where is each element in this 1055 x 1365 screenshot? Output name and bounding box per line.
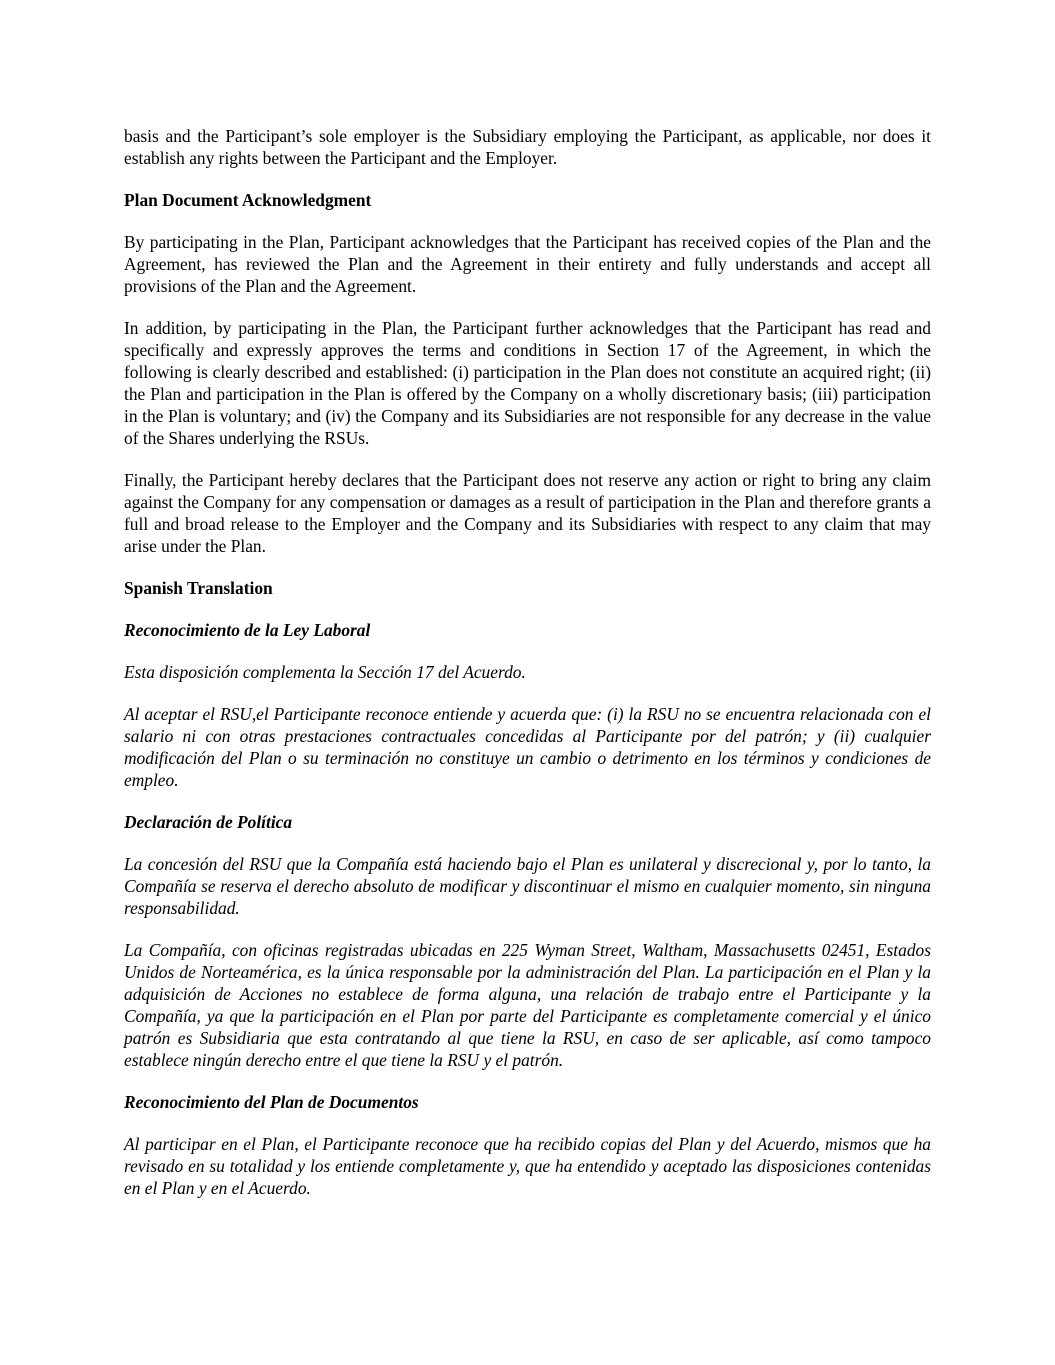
es-labor-heading: Reconocimiento de la Ley Laboral <box>124 620 371 640</box>
intro-paragraph: basis and the Participant’s sole employer is the Subsidiary employing the Participant, as applicable, nor does it establish any rights between the Participant and the Employer. <box>124 126 931 168</box>
es-labor-paragraph-2: Al aceptar el RSU,el Participante reconoce entiende y acuerda que: (i) la RSU no se encuentra relacionada con el salario ni con otras prestaciones contractuales concedidas al Participante por del patrón; y (ii) cualquier modificación del Plan o su terminación no constituye un cambio o detrimento en los términos y condiciones de empleo. <box>124 704 931 790</box>
es-plan-doc-heading: Reconocimiento del Plan de Documentos <box>124 1092 419 1112</box>
spanish-translation-heading: Spanish Translation <box>124 578 273 598</box>
document-page <box>124 125 931 1219</box>
plan-doc-paragraph-2: In addition, by participating in the Plan, the Participant further acknowledges that the Participant has read and specifically and expressly approves the terms and conditions in Section 17 of the Agreement, in which the following is clearly described and established: (i) participation in the Plan does not constitute an acquired right; (ii) the Plan and participation in the Plan is offered by the Company on a wholly discretionary basis; (iii) participation in the Plan is voluntary; and (iv) the Company and its Subsidiaries are not responsible for any decrease in the value of the Shares underlying the RSUs. <box>124 318 931 448</box>
plan-doc-paragraph-1: By participating in the Plan, Participant acknowledges that the Participant has received copies of the Plan and the Agreement, has reviewed the Plan and the Agreement in their entirety and fully understands and accept all provisions of the Plan and the Agreement. <box>124 232 931 296</box>
es-policy-heading: Declaración de Política <box>124 812 293 832</box>
es-policy-paragraph-1: La concesión del RSU que la Compañía está haciendo bajo el Plan es unilateral y discrecional y, por lo tanto, la Compañía se reserva el derecho absoluto de modificar y discontinuar el mismo en cualquier momento, sin ninguna responsabilidad. <box>124 854 931 918</box>
es-policy-paragraph-2: La Compañía, con oficinas registradas ubicadas en 225 Wyman Street, Waltham, Massachusetts 02451, Estados Unidos de Norteamérica, es la única responsable por la administración del Plan. La participación en el Plan y la adquisición de Acciones no establece de forma alguna, una relación de trabajo entre el Participante y la Compañía, ya que la participación en el Plan por parte del Participante es completamente comercial y el único patrón es Subsidiaria que esta contratando al que tiene la RSU, en caso de ser aplicable, así como tampoco establece ningún derecho entre el que tiene la RSU y el patrón. <box>124 940 931 1070</box>
es-plan-doc-paragraph-1: Al participar en el Plan, el Participante reconoce que ha recibido copias del Plan y del Acuerdo, mismos que ha revisado en su totalidad y los entiende completamente y, que ha entendido y aceptado las disposiciones contenidas en el Plan y en el Acuerdo. <box>124 1134 931 1198</box>
es-labor-paragraph-1: Esta disposición complementa la Sección 17 del Acuerdo. <box>124 662 526 682</box>
plan-doc-heading: Plan Document Acknowledgment <box>124 190 372 210</box>
plan-doc-paragraph-3: Finally, the Participant hereby declares that the Participant does not reserve any action or right to bring any claim against the Company for any compensation or damages as a result of participation in the Plan and therefore grants a full and broad release to the Employer and the Company and its Subsidiaries with respect to any claim that may arise under the Plan. <box>124 470 931 556</box>
